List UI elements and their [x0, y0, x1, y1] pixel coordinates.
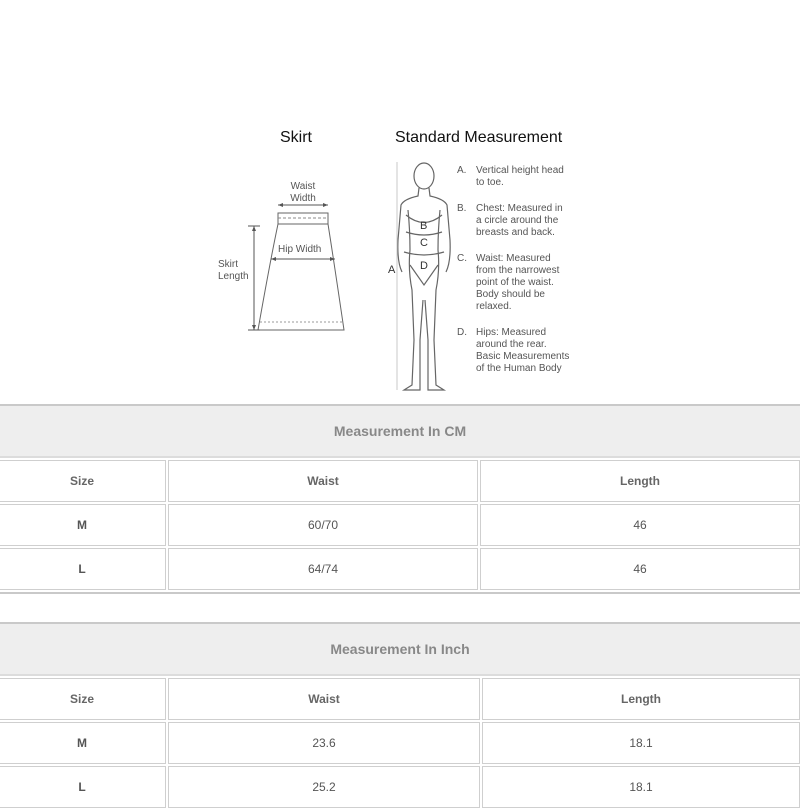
length-cell: 46	[480, 548, 800, 590]
column-header-length: Length	[482, 678, 800, 720]
definition-line: Waist: Measured	[476, 253, 551, 264]
column-header-waist: Waist	[168, 460, 478, 502]
length-cell: 18.1	[482, 722, 800, 764]
size-cell: L	[0, 766, 166, 808]
waist-width-label-line1: Waist	[290, 181, 316, 192]
definition-line: around the rear.	[476, 339, 547, 350]
waist-cell: 23.6	[168, 722, 480, 764]
cm-table-title: Measurement In CM	[0, 406, 800, 458]
skirt-title: Skirt	[280, 129, 312, 146]
skirt-illustration	[0, 0, 800, 400]
marker-a: A	[388, 264, 396, 276]
table-row	[0, 722, 800, 764]
size-cell: M	[0, 504, 166, 546]
table-row	[0, 766, 800, 808]
definition-line: Chest: Measured in	[476, 203, 563, 214]
marker-c: C	[420, 237, 428, 249]
definition-letter: D.	[457, 327, 467, 338]
waist-width-label-line2: Width	[290, 193, 316, 204]
table-row	[0, 504, 800, 546]
hip-width-label: Hip Width	[278, 244, 322, 255]
definition-line: Body should be	[476, 289, 545, 300]
definition-letter: C.	[457, 253, 467, 264]
size-diagram	[0, 0, 800, 400]
definition-letter: A.	[457, 165, 467, 176]
measurement-definitions	[457, 165, 597, 389]
definition-letter: B.	[457, 203, 467, 214]
length-cell: 46	[480, 504, 800, 546]
waist-cell: 60/70	[168, 504, 478, 546]
skirt-length-label-line2: Length	[218, 271, 249, 282]
definition-line: Vertical height head	[476, 165, 564, 176]
body-outline	[398, 163, 450, 390]
column-header-length: Length	[480, 460, 800, 502]
table-header-row	[0, 460, 800, 502]
waist-cell: 64/74	[168, 548, 478, 590]
marker-d: D	[420, 260, 428, 272]
definition-c	[457, 253, 597, 313]
definition-line: to toe.	[476, 177, 504, 188]
definition-b	[457, 203, 597, 239]
definition-line: Hips: Measured	[476, 327, 547, 338]
cm-size-table	[0, 404, 800, 594]
column-header-size: Size	[0, 678, 166, 720]
table-row	[0, 548, 800, 590]
definition-line: Basic Measurements	[476, 351, 570, 362]
length-cell: 18.1	[482, 766, 800, 808]
standard-measurement-title: Standard Measurement	[395, 129, 563, 146]
inch-size-table	[0, 622, 800, 808]
definition-line: point of the waist.	[476, 277, 554, 288]
definition-line: from the narrowest	[476, 265, 560, 276]
skirt-length-label	[218, 259, 249, 283]
definition-line: a circle around the	[476, 215, 559, 226]
definition-a	[457, 165, 597, 189]
marker-b: B	[420, 220, 428, 232]
column-header-waist: Waist	[168, 678, 480, 720]
inch-table-title: Measurement In Inch	[0, 624, 800, 676]
definition-d	[457, 327, 597, 375]
waist-width-label	[289, 181, 317, 205]
definition-line: of the Human Body	[476, 363, 562, 374]
skirt-length-label-line1: Skirt	[218, 259, 238, 270]
waist-cell: 25.2	[168, 766, 480, 808]
table-header-row	[0, 678, 800, 720]
definition-line: breasts and back.	[476, 227, 555, 238]
size-cell: M	[0, 722, 166, 764]
definition-line: relaxed.	[476, 301, 512, 312]
column-header-size: Size	[0, 460, 166, 502]
size-cell: L	[0, 548, 166, 590]
